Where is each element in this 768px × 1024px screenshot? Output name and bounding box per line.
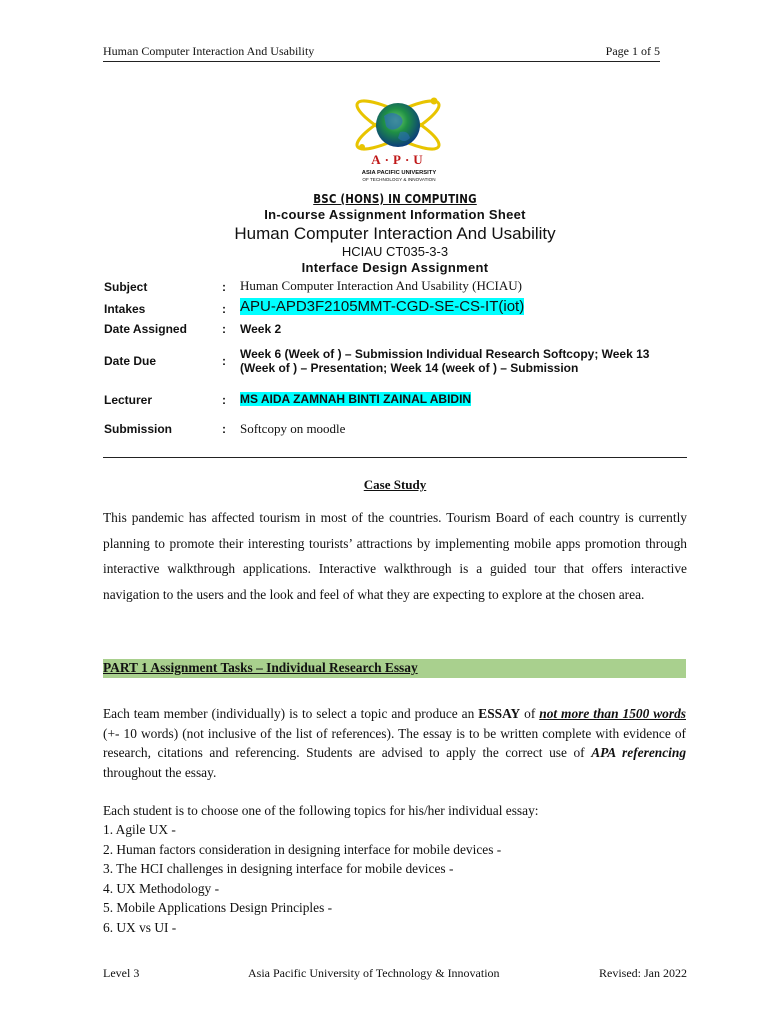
essay-keyword: ESSAY (478, 706, 521, 721)
case-study-paragraph: This pandemic has affected tourism in most of the countries. Tourism Board of each country is currently planning to promote their interesting tourists’ attractions by implementing mobile apps promotion through interactive walkthrough applications. Interactive walkthrough is a guided tour that offers interactive navigation to the users and the look and feel of what they are expecting to explore at the chosen area. (103, 510, 687, 602)
lecturer-name: MS AIDA ZAMNAH BINTI ZAINAL ABIDIN (240, 392, 472, 406)
logo-letters: A·P·U (371, 152, 427, 167)
page-number: Page 1 of 5 (605, 44, 660, 58)
case-study-title: Case Study (363, 477, 427, 492)
apu-logo (340, 92, 458, 187)
subject-label: Subject (104, 280, 148, 294)
sheet-title: In-course Assignment Information Sheet (264, 207, 526, 222)
colon: : (222, 322, 226, 336)
footer-university: Asia Pacific University of Technology & Innovation (248, 966, 500, 980)
date-due-line2: (Week of ) – Presentation; Week 14 (week of ) – Submission (240, 361, 579, 375)
header-title: Human Computer Interaction And Usability (103, 44, 315, 58)
list-item: 5. Mobile Applications Design Principles - (103, 900, 333, 915)
list-item: 3. The HCI challenges in designing interface for mobile devices - (103, 861, 454, 876)
topic-list (103, 820, 501, 937)
lecturer-label: Lecturer (104, 393, 153, 407)
part1-paragraph (103, 704, 686, 782)
date-due-label: Date Due (104, 354, 157, 368)
date-due-line1: Week 6 (Week of ) – Submission Individual Research Softcopy; Week 13 (240, 347, 650, 361)
list-item: 2. Human factors consideration in designing interface for mobile devices - (103, 841, 502, 857)
globe-atom-icon (340, 92, 458, 187)
colon: : (222, 354, 226, 368)
footer-revised: Revised: Jan 2022 (599, 966, 687, 980)
module-code: HCIAU CT035-3-3 (341, 244, 449, 259)
colon: : (222, 280, 226, 294)
section-divider (103, 457, 687, 458)
list-item: 6. UX vs UI - (103, 919, 177, 935)
list-item: 1. Agile UX - (103, 822, 176, 837)
date-assigned-value: Week 2 (240, 322, 282, 336)
part1-heading: PART 1 Assignment Tasks – Individual Research Essay (103, 660, 418, 675)
header-divider (103, 61, 660, 62)
submission-value: Softcopy on moodle (240, 421, 346, 436)
module-title: Human Computer Interaction And Usability (234, 224, 556, 243)
part1-text-a: Each team member (individually) is to select a topic and produce an (103, 706, 479, 721)
colon: : (222, 393, 226, 407)
submission-label: Submission (104, 422, 173, 436)
logo-line2: OF TECHNOLOGY & INNOVATION (362, 177, 436, 182)
lecturer-value (240, 392, 471, 406)
part1-text-d: throughout the essay. (103, 764, 217, 780)
part1-heading-bar (103, 659, 686, 678)
assignment-title: Interface Design Assignment (301, 260, 489, 275)
part1-text-b: of (520, 706, 540, 721)
apa-referencing: APA referencing (591, 745, 687, 760)
intakes-label: Intakes (104, 302, 146, 316)
date-due-value (240, 347, 649, 375)
colon: : (222, 302, 226, 316)
intakes-highlight: APU-APD3F2105MMT-CGD-SE-CS-IT(iot) (240, 298, 525, 315)
colon: : (222, 422, 226, 436)
logo-line1: ASIA PACIFIC UNIVERSITY (361, 170, 437, 176)
topics-intro: Each student is to choose one of the following topics for his/her individual essay: (103, 803, 539, 818)
footer-level: Level 3 (103, 966, 140, 980)
part1-text-c: (+- 10 words) (not inclusive of the list of references). The essay is to be written complete with evidence of research, citations and referencing. Students are advised to apply the correct use of (103, 725, 686, 760)
programme-title: BSC (HONS) IN COMPUTING (313, 192, 477, 206)
word-limit: not more than 1500 words (539, 706, 686, 721)
date-assigned-label: Date Assigned (104, 322, 187, 336)
list-item: 4. UX Methodology - (103, 880, 220, 896)
subject-value: Human Computer Interaction And Usability (HCIAU) (240, 278, 522, 293)
intakes-value (240, 298, 524, 315)
